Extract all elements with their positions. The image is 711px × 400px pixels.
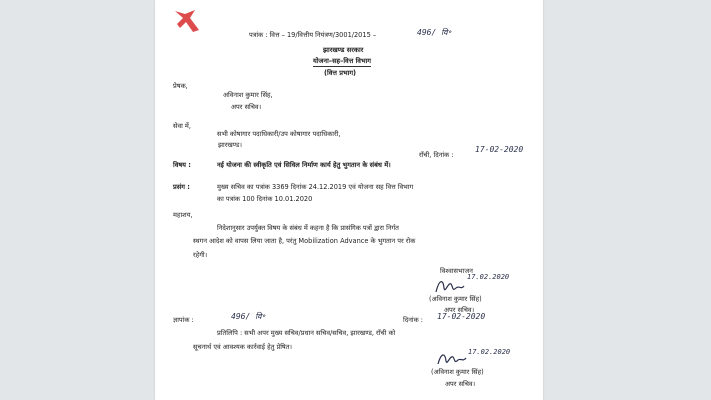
- copy-line-2: सूचनार्थ एवं आवश्यक कार्रवाई हेतु प्रेषित।: [193, 343, 292, 351]
- context-line-2: का पत्रांक 100 दिनांक 10.01.2020: [217, 195, 313, 203]
- signatory-2-name: (अविनाश कुमार सिंह): [431, 368, 484, 376]
- sender-name: अविनाश कुमार सिंह,: [223, 91, 273, 99]
- signature-1: [433, 276, 467, 296]
- division-name: (वित्त प्रभाग): [324, 69, 357, 77]
- memo-date-label: दिनांक :: [403, 316, 423, 324]
- body-line-1: निदेशानुसार उपर्युक्त विषय के संबंध में कहना है कि प्रासंगिक पत्रों द्वारा निर्गत: [217, 224, 399, 232]
- signatory-1-title: अपर सचिव।: [444, 306, 475, 314]
- to-label: सेवा में,: [173, 122, 191, 130]
- recipient-line-1: सभी कोषागार पदाधिकारी/उप कोषागार पदाधिकारी,: [217, 130, 341, 138]
- context-line-1: मुख्य सचिव का पत्रांक 3369 दिनांक 24.12.2019 एवं योजना सह वित्त विभाग: [217, 183, 414, 191]
- date-handwritten: 17-02-2020: [475, 145, 524, 154]
- closing: विश्वासभाजन: [440, 267, 473, 275]
- context-label: प्रसंग :: [173, 183, 190, 191]
- reference-handwritten: 496/ वि॰: [417, 28, 452, 37]
- signatory-2-title: अपर सचिव।: [445, 380, 476, 388]
- red-stamp-mark: [173, 8, 203, 36]
- recipient-line-2: झारखण्ड।: [218, 141, 242, 149]
- org-name: झारखण्ड सरकार: [323, 46, 364, 54]
- signature-2: [435, 350, 469, 368]
- letter-page: [155, 0, 543, 400]
- signature-1-date: 17.02.2020: [467, 273, 510, 281]
- signatory-1-name: (अविनाश कुमार सिंह): [429, 295, 482, 303]
- subject-text: नई योजना की स्वीकृति एवं सिविल निर्माण कार्य हेतु भुगतान के संबंध में।: [217, 161, 391, 169]
- department-name: योजना–सह–वित्त विभाग: [313, 57, 371, 65]
- body-line-3: रहेगी।: [193, 251, 208, 259]
- sender-title: अपर सचिव।: [231, 103, 262, 111]
- subject-label: विषय :: [173, 161, 191, 169]
- signature-2-date: 17.02.2020: [468, 348, 511, 356]
- sender-label: प्रेषक,: [173, 82, 188, 90]
- salutation: महाशय,: [173, 211, 193, 219]
- reference-number: पत्रांक : वित्त – 19/वित्तीय नियंत्रण/3001/2015 –: [249, 31, 377, 39]
- copy-line-1: प्रतिलिपि : सभी अपर मुख्य सचिव/प्रधान सचिव/सचिव, झारखण्ड, राँची को: [217, 329, 396, 337]
- memo-number-handwritten: 496/ वि॰: [231, 312, 266, 321]
- memo-date-handwritten: 17-02-2020: [437, 312, 486, 321]
- memo-label: ज्ञापांक :: [173, 316, 194, 324]
- place-date-label: राँची, दिनांक :: [419, 151, 454, 159]
- body-line-2: स्थगन आदेश को वापस लिया जाता है, परंतु Mobilization Advance के भुगतान पर रोक: [193, 237, 416, 245]
